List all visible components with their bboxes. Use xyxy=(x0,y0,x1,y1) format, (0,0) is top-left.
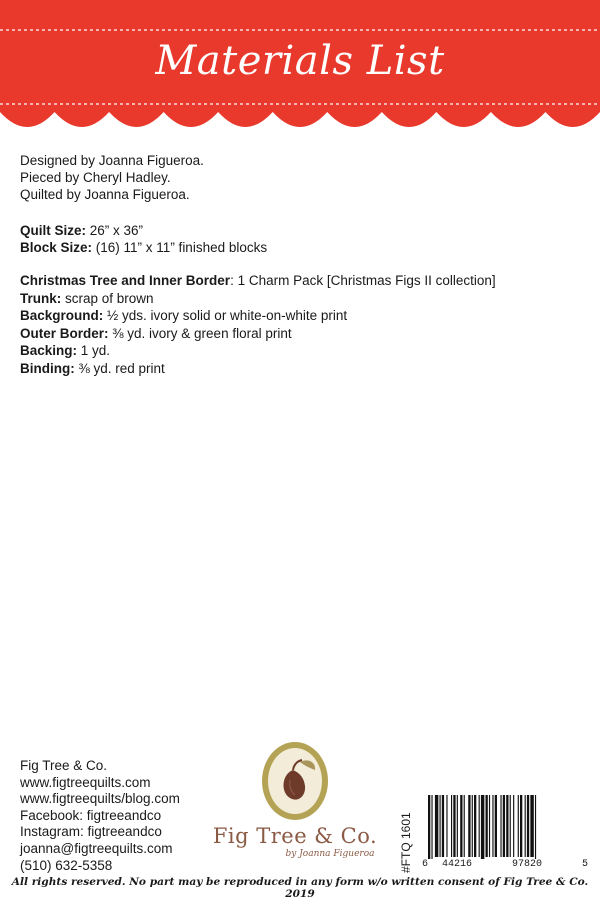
material-label: Christmas Tree and Inner Border xyxy=(20,273,231,288)
header-banner xyxy=(0,0,600,150)
barcode-bar xyxy=(525,795,526,857)
quilt-size-label: Quilt Size: xyxy=(20,223,87,238)
barcode-bar xyxy=(435,795,438,857)
barcode-bar xyxy=(442,795,444,857)
fig-logo-icon xyxy=(260,740,330,822)
barcode-digit-group: 44216 xyxy=(442,859,473,870)
blog-link[interactable]: www.figtreequilts/blog.com xyxy=(20,791,180,807)
barcode-bar xyxy=(535,795,536,859)
contact-block xyxy=(20,758,180,874)
quilt-size-value: 26” x 36” xyxy=(86,223,144,238)
block-size-label: Block Size: xyxy=(20,240,93,255)
website-link[interactable]: www.figtreequilts.com xyxy=(20,774,151,790)
facebook-handle[interactable]: Facebook: figtreeandco xyxy=(20,807,162,823)
page-title: Materials List xyxy=(155,38,445,84)
barcode-bar xyxy=(503,795,505,857)
copyright-footer: All rights reserved. No part may be reproduced in any form w/o written consent of Fig Tree & Co. 2019 xyxy=(11,876,589,900)
material-label: Trunk: xyxy=(20,290,62,306)
material-value: 1 yd. xyxy=(77,343,111,358)
material-item xyxy=(20,342,496,360)
sku-label xyxy=(397,795,415,875)
barcode-bar xyxy=(495,795,497,857)
block-size-line xyxy=(20,239,267,256)
sizes-block xyxy=(20,222,267,256)
barcode-bar xyxy=(431,795,432,859)
barcode-bar xyxy=(440,795,441,857)
barcode-bar xyxy=(513,795,514,857)
material-value: ⅜ yd. ivory & green floral print xyxy=(108,325,292,341)
barcode-bar xyxy=(500,795,501,857)
material-label: Backing: xyxy=(20,343,78,358)
barcode-bar xyxy=(492,795,493,857)
barcode-bar xyxy=(468,795,470,857)
phone-number: (510) 632-5358 xyxy=(20,857,113,873)
barcode-bar xyxy=(472,795,473,857)
logo-byline: by Joanna Figueroa xyxy=(285,849,375,859)
barcode-digit-group: 97820 xyxy=(512,859,543,870)
logo-wordmark: Fig Tree & Co. xyxy=(212,824,378,848)
material-value: ⅜ yd. red print xyxy=(74,360,165,376)
material-item xyxy=(20,290,496,308)
brand-logo xyxy=(200,740,390,870)
material-item xyxy=(20,307,496,325)
quilt-size-line xyxy=(20,222,267,239)
sku-text: #FTQ 1601 xyxy=(399,812,413,873)
barcode-bar xyxy=(486,795,488,857)
credit-line: Designed by Joanna Figueroa. xyxy=(20,153,204,168)
material-value: : 1 Charm Pack [Christmas Figs II collection] xyxy=(230,273,496,288)
credit-line: Quilted by Joanna Figueroa. xyxy=(20,187,190,202)
barcode-bar xyxy=(510,795,511,857)
material-value: scrap of brown xyxy=(61,290,154,306)
barcode-bars-icon xyxy=(422,795,592,859)
barcode-bar xyxy=(520,795,522,857)
material-item xyxy=(20,360,496,378)
credit-line: Pieced by Cheryl Hadley. xyxy=(20,170,171,185)
barcode-bar xyxy=(453,795,455,857)
company-name: Fig Tree & Co. xyxy=(20,758,108,773)
barcode-bar xyxy=(506,795,508,857)
barcode-digit-group: 6 xyxy=(422,859,429,870)
block-size-value: (16) 11” x 11” finished blocks xyxy=(92,240,268,255)
barcode-bar xyxy=(464,795,465,857)
barcode-bar xyxy=(530,795,533,857)
barcode-bar xyxy=(479,795,480,857)
barcode-bar xyxy=(518,795,519,857)
barcode-bar xyxy=(451,795,452,857)
barcode-bar xyxy=(527,795,529,857)
barcode xyxy=(422,795,592,870)
barcode-bar xyxy=(428,795,430,859)
barcode-bar xyxy=(474,795,476,857)
barcode-bar xyxy=(446,795,447,857)
barcode-bar xyxy=(489,795,490,857)
material-value: ½ yds. ivory solid or white-on-white print xyxy=(103,308,348,323)
material-item xyxy=(20,272,496,290)
material-item xyxy=(20,325,496,343)
instagram-handle[interactable]: Instagram: figtreeandco xyxy=(20,824,162,840)
barcode-digit-group: 5 xyxy=(582,859,589,870)
material-label: Binding: xyxy=(20,360,75,376)
material-label: Background: xyxy=(20,308,104,323)
material-label: Outer Border: xyxy=(20,325,109,341)
barcode-bar xyxy=(481,795,484,859)
email-link[interactable]: joanna@figtreequilts.com xyxy=(20,840,173,856)
barcode-bar xyxy=(457,795,458,857)
credits-block xyxy=(20,152,204,203)
barcode-bar xyxy=(460,795,462,857)
materials-block xyxy=(20,272,496,377)
